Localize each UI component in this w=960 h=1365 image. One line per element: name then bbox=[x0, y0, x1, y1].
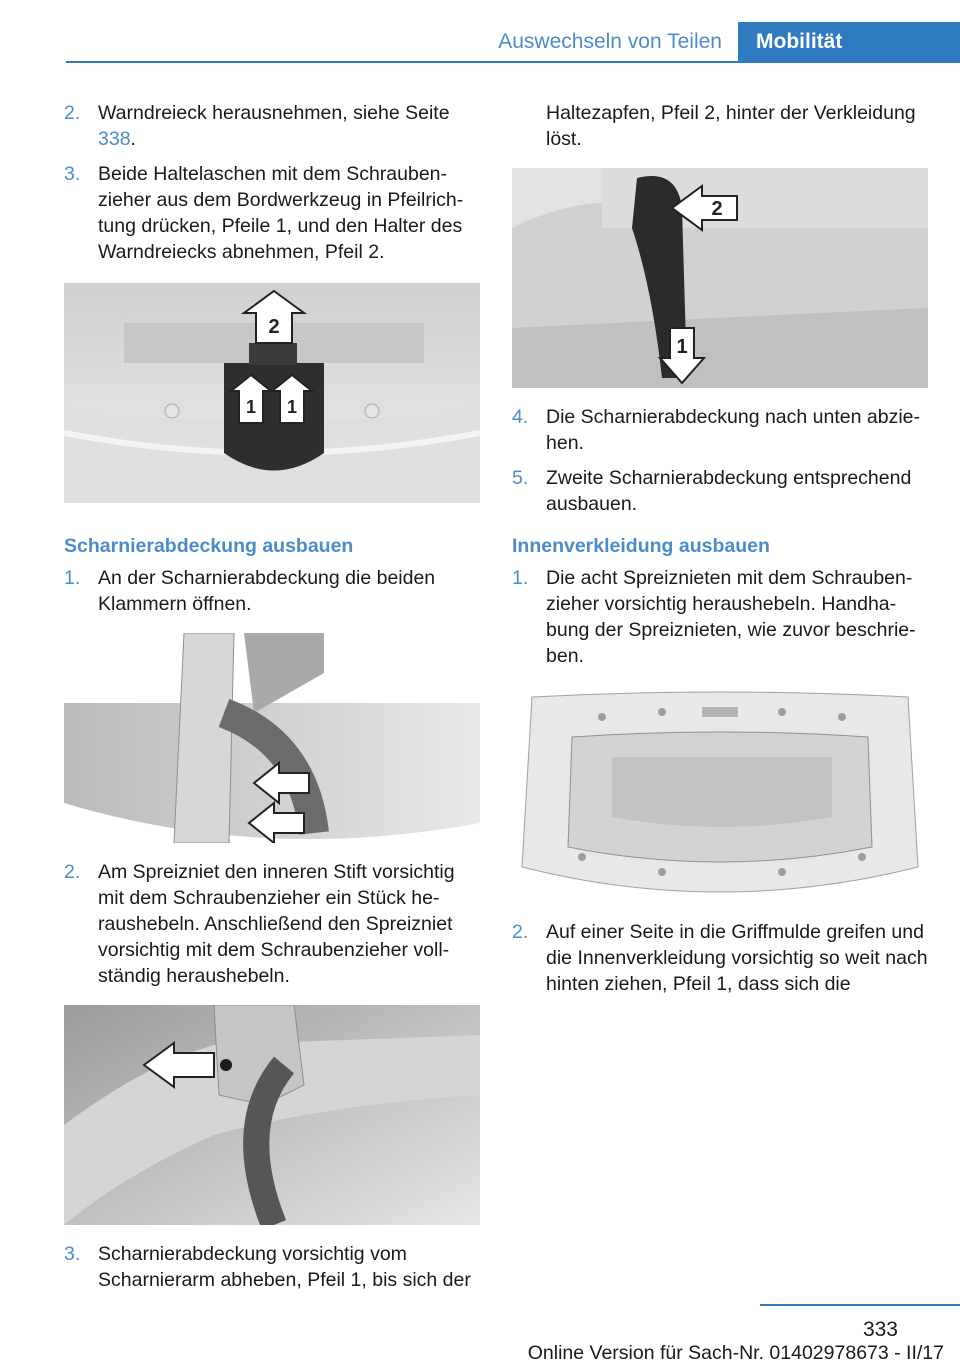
step-item bbox=[512, 404, 930, 456]
step-number: 3. bbox=[64, 163, 81, 185]
figure-expansion-rivet bbox=[64, 1005, 480, 1225]
figure-arrow-label: 2 bbox=[268, 316, 280, 338]
step-item bbox=[64, 1241, 482, 1293]
step-number: 1. bbox=[64, 567, 81, 589]
right-column bbox=[512, 100, 930, 1006]
section-heading: Innenverkleidung ausbauen bbox=[512, 535, 770, 557]
step-text: Die acht Spreiznieten mit dem Schraubenzieher vorsichtig heraushebeln. Handhabung der Spreiznieten, wie zuvor beschrieben. bbox=[546, 567, 916, 667]
continuation-text: Haltezapfen, Pfeil 2, hinter der Verkleidung löst. bbox=[546, 102, 916, 150]
step-text: Warndreieck herausnehmen, siehe Seite 338. bbox=[98, 102, 450, 150]
header-section-title: Auswechseln von Teilen bbox=[498, 30, 722, 53]
step-text: Am Spreizniet den inneren Stift vorsichtig mit dem Schraubenzieher ein Stück heraushebeln. Anschließend den Spreizniet vorsichtig mit dem Schraubenzieher vollständig heraushebeln. bbox=[98, 861, 455, 987]
step-number: 2. bbox=[64, 102, 81, 124]
figure-hinge-cover-lift bbox=[512, 168, 928, 388]
step-number: 5. bbox=[512, 467, 529, 489]
step-item bbox=[64, 100, 482, 152]
step-text: Beide Haltelaschen mit dem Schraubenzieher aus dem Bordwerkzeug in Pfeilrichtung drücken, Pfeile 1, und den Halter des Warndreiecks abnehmen, Pfeil 2. bbox=[98, 163, 464, 263]
figure-arrow-label: 1 bbox=[245, 397, 257, 417]
step-item bbox=[64, 859, 482, 989]
header-chapter-tab: Mobilität bbox=[738, 22, 960, 63]
figure-arrow-label: 1 bbox=[286, 397, 298, 417]
page-reference-link[interactable]: 338 bbox=[98, 128, 131, 150]
step-item bbox=[512, 465, 930, 517]
step-item bbox=[512, 919, 930, 997]
figure-arrow-label: 2 bbox=[711, 198, 723, 220]
figure-hinge-cover-clips bbox=[64, 633, 480, 843]
figure-trunk-lid-interior bbox=[512, 687, 928, 903]
page-header bbox=[66, 22, 960, 62]
step-text: Zweite Scharnierabdeckung entsprechend ausbauen. bbox=[546, 467, 912, 515]
step-number: 4. bbox=[512, 406, 529, 428]
section-heading: Scharnierabdeckung ausbauen bbox=[64, 535, 354, 557]
header-rule bbox=[66, 61, 960, 63]
online-version-note: Online Version für Sach-Nr. 01402978673 - II/17 bbox=[527, 1342, 944, 1364]
step-text: An der Scharnierabdeckung die beiden Klammern öffnen. bbox=[98, 567, 436, 615]
figure-warning-triangle-holder bbox=[64, 283, 480, 503]
step-text: Scharnierabdeckung vorsichtig vom Scharnierarm abheben, Pfeil 1, bis sich der bbox=[98, 1243, 471, 1291]
step-item bbox=[64, 565, 482, 617]
step-text: Die Scharnierabdeckung nach unten abziehen. bbox=[546, 406, 921, 454]
page-number: 333 bbox=[862, 1318, 898, 1341]
step-item bbox=[512, 565, 930, 669]
step-number: 3. bbox=[64, 1243, 81, 1265]
step-text: Auf einer Seite in die Griffmulde greifen und die Innenverkleidung vorsichtig so weit nach hinten ziehen, Pfeil 1, dass sich die bbox=[546, 921, 928, 995]
footer-rule bbox=[760, 1304, 960, 1306]
left-column bbox=[64, 100, 482, 1302]
step-number: 2. bbox=[512, 921, 529, 943]
step-number: 1. bbox=[512, 567, 529, 589]
figure-arrow-label: 1 bbox=[676, 336, 688, 358]
step-item bbox=[64, 161, 482, 265]
step-number: 2. bbox=[64, 861, 81, 883]
